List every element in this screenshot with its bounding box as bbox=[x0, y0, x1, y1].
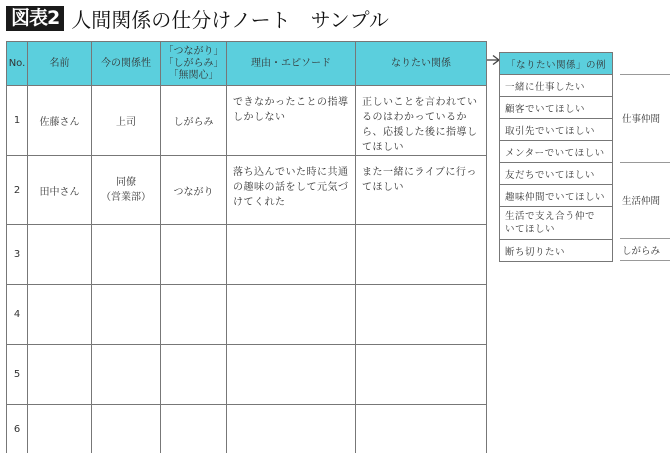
example-item: メンターでいてほしい bbox=[500, 141, 613, 163]
page-title bbox=[6, 5, 389, 31]
row-type[interactable] bbox=[161, 405, 227, 453]
table-row bbox=[7, 405, 487, 453]
group-label-work: 仕事仲間 bbox=[612, 75, 670, 161]
example-item: 断ち切りたい bbox=[500, 240, 613, 262]
row-desired[interactable] bbox=[356, 345, 487, 405]
table-header-row bbox=[7, 42, 487, 86]
row-type[interactable] bbox=[161, 225, 227, 285]
row-name: 田中さん bbox=[28, 156, 92, 225]
row-reason: 落ち込んでいた時に共通の趣味の話をして元気づけてくれた bbox=[227, 156, 356, 225]
table-row bbox=[7, 345, 487, 405]
row-relation: 上司 bbox=[92, 86, 161, 156]
row-type: しがらみ bbox=[161, 86, 227, 156]
row-relation[interactable] bbox=[92, 225, 161, 285]
header-name: 名前 bbox=[28, 42, 92, 86]
row-desired[interactable] bbox=[356, 285, 487, 345]
row-type[interactable] bbox=[161, 345, 227, 405]
row-no: 1 bbox=[7, 86, 28, 156]
row-no: 3 bbox=[7, 225, 28, 285]
example-item: 一緒に仕事したい bbox=[500, 75, 613, 97]
row-relation[interactable] bbox=[92, 285, 161, 345]
group-label-life: 生活仲間 bbox=[612, 163, 670, 237]
example-item: 趣味仲間でいてほしい bbox=[500, 185, 613, 207]
row-name: 佐藤さん bbox=[28, 86, 92, 156]
title-text: 人間関係の仕分けノート サンプル bbox=[71, 4, 389, 33]
row-name[interactable] bbox=[28, 345, 92, 405]
example-item: 取引先でいてほしい bbox=[500, 119, 613, 141]
table-row bbox=[7, 225, 487, 285]
figure-badge: 図表2 bbox=[6, 6, 64, 31]
row-relation[interactable] bbox=[92, 345, 161, 405]
header-current-relation: 今の関係性 bbox=[92, 42, 161, 86]
row-reason: できなかったことの指導しかしない bbox=[227, 86, 356, 156]
desired-relation-examples-table bbox=[499, 52, 613, 262]
header-reason: 理由・エピソード bbox=[227, 42, 356, 86]
header-relation-type: 「つながり」 「しがらみ」 「無関心」 bbox=[161, 42, 227, 86]
row-no: 4 bbox=[7, 285, 28, 345]
row-type[interactable] bbox=[161, 285, 227, 345]
row-reason[interactable] bbox=[227, 225, 356, 285]
row-no: 5 bbox=[7, 345, 28, 405]
group-divider bbox=[620, 260, 670, 261]
table-row bbox=[7, 156, 487, 225]
example-item: 友だちでいてほしい bbox=[500, 163, 613, 185]
row-name[interactable] bbox=[28, 405, 92, 453]
row-reason[interactable] bbox=[227, 405, 356, 453]
group-label-shigarami: しがらみ bbox=[612, 239, 670, 260]
row-no: 6 bbox=[7, 405, 28, 453]
row-type: つながり bbox=[161, 156, 227, 225]
row-desired: 正しいことを言われているのはわかっているから、応援した後に指導してほしい bbox=[356, 86, 487, 156]
header-no: No. bbox=[7, 42, 28, 86]
row-no: 2 bbox=[7, 156, 28, 225]
header-desired-relation: なりたい関係 bbox=[356, 42, 487, 86]
table-row bbox=[7, 285, 487, 345]
relationship-note-table bbox=[6, 41, 487, 453]
row-desired[interactable] bbox=[356, 225, 487, 285]
row-reason[interactable] bbox=[227, 345, 356, 405]
row-relation: 同僚 （営業部） bbox=[92, 156, 161, 225]
row-relation[interactable] bbox=[92, 405, 161, 453]
row-reason[interactable] bbox=[227, 285, 356, 345]
example-item: 顧客でいてほしい bbox=[500, 97, 613, 119]
row-desired[interactable] bbox=[356, 405, 487, 453]
row-name[interactable] bbox=[28, 225, 92, 285]
row-desired: また一緒にライブに行ってほしい bbox=[356, 156, 487, 225]
examples-header: 「なりたい関係」の例 bbox=[500, 53, 613, 75]
row-name[interactable] bbox=[28, 285, 92, 345]
example-item: 生活で支え合う仲でいてほしい bbox=[500, 207, 613, 240]
table-row bbox=[7, 86, 487, 156]
